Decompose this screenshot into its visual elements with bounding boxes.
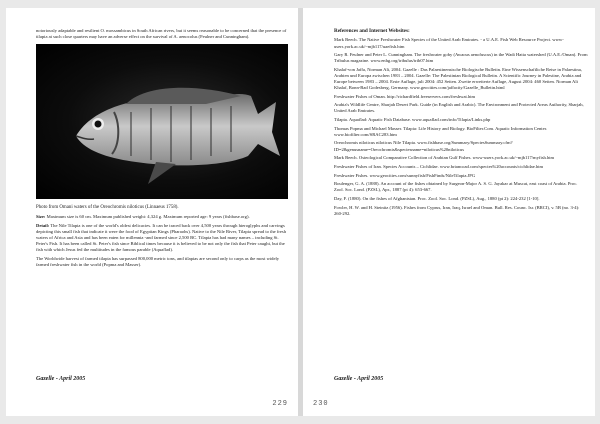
- reference-item: Thomas Popma and Michael Masser. Tilapia: Life History and Biology. BioFilter.Com. Aquatic Information Center. www.biofilter.com/SRAC283.htm: [334, 125, 548, 137]
- references-heading: References and Internet Websites:: [334, 28, 410, 34]
- reference-item: Arabia's Wildlife Centre, Sharjah Desert Park. Guide (in English and Arabic). The Environment and Protected Areas Authority, Sharjah, United Arab Emirates.: [334, 102, 584, 114]
- size-label: Size:: [36, 214, 46, 220]
- reference-item: Fowler, H. W. and H. Steinitz (1956). Fishes from Cyprus, Iran, Iraq, Israel and Oman. Bull. Res. Counc. Isr. (BRCI), v. 5B (no. 3-4): 260-292.: [334, 204, 580, 216]
- left-page-number: 229: [272, 400, 288, 408]
- reference-item: Day, F. (1880). On the fishes of Afghanistan. Proc. Zool. Soc. Lond. (PZSL), Aug., 1880 (pt 2): 224-232 [1-10].: [334, 195, 540, 201]
- right-page: [303, 8, 595, 416]
- photo-caption: Photo from Omani waters of the Oreochromis niloticus (Linnaeus 1758).: [36, 205, 179, 211]
- reference-item: Gary R. Feulner and Peter L. Cunningham. The freshwater goby (Awaous aenofuscus) in the Wadi Hatta watershed (U.A.E./Oman). From Tribulus magazine. www.enhg.org/tribulus/trib07.htm: [334, 52, 588, 64]
- left-page: [6, 8, 298, 416]
- reference-item: Mark Beech. Osteological Comparative Collection of Arabian Gulf Fishes. www-users.york.ac.uk/~mjb117/myfish.htm: [334, 155, 555, 161]
- right-page-number: 230: [313, 400, 329, 408]
- fish-illustration: [36, 44, 288, 199]
- reference-item: Freshwater Fishes of Oman. http://richardfield.freeservers.com/freshwat.htm: [334, 93, 476, 99]
- detail-label: Detail:: [36, 222, 50, 228]
- size-paragraph: [36, 214, 288, 220]
- left-footer: Gazelle - April 2005: [36, 376, 86, 382]
- reference-item: Tilapia. Aquaflad: Aquatic Fish Database. www.aquaflad.com/info/Tilapia/Links.php: [334, 117, 491, 123]
- harvest-paragraph: The Worldwide harvest of farmed tilapia has surpassed 800,000 metric tons, and tilapias are second only to carps as the most widely farmed freshwater fish in the world (Popma and Masser).: [36, 255, 280, 267]
- left-column: [36, 28, 288, 270]
- reference-item: Boulenger, G. A. (1888). An account of the fishes obtained by Surgeon-Major A. S. G. Jayakar at Muscat, east coast of Arabia. Proc. Zool. Soc. Lond. (PZSL), Apr., 1887 (pt 4): 653-667.: [334, 181, 578, 193]
- reference-item: Freshwater Fishes of Iran. Species Accounts – Cichlidae. www.briancoad.com/species%20accounts/cichlidae.htm: [334, 163, 544, 169]
- size-text: Maximum size is 60 cm. Maximum published weight: 4,324 g. Maximum reported age: 9 years (fishbase.org).: [46, 214, 250, 220]
- reference-item: Mark Beech. The Native Freshwater Fish Species of the United Arab Emirates. - a U.A.E. Fish Web Resource Project. www-users.york.ac.uk/~mjb117/uaefish.htm: [334, 37, 564, 49]
- references-column: [334, 28, 588, 219]
- reference-item: Oreochromis niloticus niloticus Nile Tilapia. www.fishbase.org/Summary/SpeciesSummary.cfm?ID=2&genusname=Oreochromis&speciesname=niloticus%20niloticus: [334, 140, 513, 152]
- reference-item: Khalaf-von Jaffa, Norman Ali, 2004. Gazelle : Das Palaestinensische Biologische Bulletin. Eine Wissenschaftliche Reise in Palaestina, Arabien und Europa zwischen 1983 – 2004. Gazelle: The Palestinian Biological Bulletin. A Scientific Journey in Palestine, Arabia and Europe between 1983 – 2004. Erste Auflage, juli 2004: 452 Seiten. Zweite erweiterte Auflage, August 2004: 460 Seiten. Norman Ali Khalaf, Bonn-Bad Godesberg, Germany. www.geocities.com/jaffacity/Gazelle_Bulletin.html: [334, 66, 582, 91]
- detail-paragraph: [36, 223, 288, 253]
- intro-paragraph: notoriously adaptable and resilient O. mossambicus in South African rivers, but it seems reasonable to be concerned that the presence of tilapia at such close quarters may have an adverse effect on the survival of A. aenocolus (Feulner and Cunningham).: [36, 28, 287, 40]
- detail-text: The Nile Tilapia is one of the world's oldest delicacies. It can be traced back over 4,500 years through hieroglyphs and carvings depicting this small fish that indicate it were the food of Egyptian Kings (Pharaohs). Native to the Nile River, Tilapia spread to the fresh waters of Africa and Asia and has been eaten for millennia -and farmed since 2,500 BC. Tilapia has had many names – including St. Peter's Fish. It has been called St. Peter's fish since Biblical times because it is believed to be not only the fish that Peter caught, but the fish with which Jesus fed the multitudes in the famous parable (Aquaflad).: [36, 222, 286, 253]
- tilapia-photo: [36, 44, 288, 199]
- reference-item: Freshwater Fishes. www.geocities.com/sunnyfish/FishFinds/NileTilapia.JPG: [334, 172, 476, 178]
- right-footer: Gazelle - April 2005: [334, 376, 384, 382]
